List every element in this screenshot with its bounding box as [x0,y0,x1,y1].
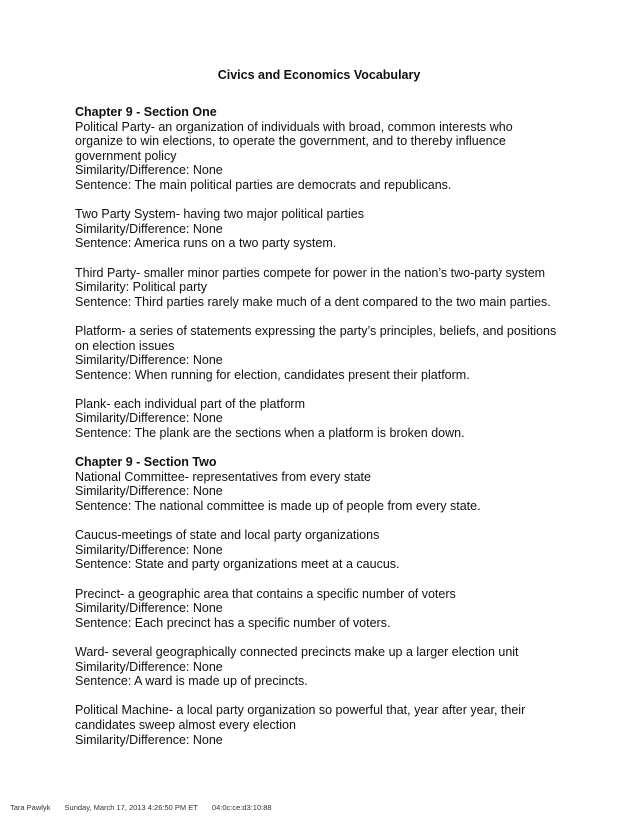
entry-line: Sentence: The main political parties are democrats and republicans. [75,177,452,192]
entry-line: Sentence: The plank are the sections when a platform is broken down. [75,426,465,441]
entry-line: Platform- a series of statements expressing the party’s principles, beliefs, and positions [75,323,557,338]
entry-line: Sentence: A ward is made up of precincts. [75,674,308,689]
entry-line: Similarity: Political party [75,280,207,295]
document-title-text: Civics and Economics Vocabulary [217,68,421,82]
section-heading: Chapter 9 - Section Two [75,455,217,470]
entry-line: candidates sweep almost every election [75,717,296,732]
vocabulary-entry [75,455,575,513]
entry-line: Sentence: America runs on a two party system. [75,236,337,251]
entry-line: Two Party System- having two major political parties [75,207,364,222]
vocabulary-entry [75,207,575,251]
vocabulary-entry [75,324,575,382]
vocabulary-entry [75,587,575,631]
entry-line: Similarity/Difference: None [75,163,223,178]
entry-line: Political Machine- a local party organization so powerful that, year after year, their [75,703,526,718]
entry-line: Similarity/Difference: None [75,732,223,747]
entry-line: Similarity/Difference: None [75,221,223,236]
entry-line: Sentence: State and party organizations meet at a caucus. [75,557,400,572]
vocabulary-entry [75,266,575,310]
entry-line: Similarity/Difference: None [75,601,223,616]
vocabulary-entry [75,397,575,441]
entry-line: Caucus-meetings of state and local party organizations [75,528,380,543]
entry-line: Precinct- a geographic area that contains a specific number of voters [75,586,456,601]
document-body [75,105,575,762]
entry-line: Similarity/Difference: None [75,659,223,674]
entry-line: on election issues [75,338,175,353]
footer-code: 04:0c:ce:d3:10:88 [211,803,272,812]
page-footer [10,803,284,812]
entry-line: Sentence: When running for election, candidates present their platform. [75,367,470,382]
entry-line: Similarity/Difference: None [75,353,223,368]
document-section [75,105,575,441]
entry-line: Similarity/Difference: None [75,542,223,557]
entry-line: National Committee- representatives from every state [75,469,371,484]
entry-line: Sentence: Each precinct has a specific number of voters. [75,615,391,630]
vocabulary-entry [75,105,575,193]
footer-author: Tara Pawlyk [10,803,51,812]
entry-line: Ward- several geographically connected precincts make up a larger election unit [75,644,519,659]
section-heading: Chapter 9 - Section One [75,105,217,119]
entry-line: Political Party- an organization of individuals with broad, common interests who [75,119,513,134]
entry-line: organize to win elections, to operate the government, and to thereby influence [75,134,506,149]
document-title [0,68,638,83]
vocabulary-entry [75,528,575,572]
entry-line: Sentence: Third parties rarely make much of a dent compared to the two main parties. [75,294,551,309]
vocabulary-entry [75,703,575,747]
entry-line: Sentence: The national committee is made up of people from every state. [75,499,481,514]
entry-line: Similarity/Difference: None [75,484,223,499]
entry-line: Plank- each individual part of the platform [75,396,305,411]
vocabulary-entry [75,645,575,689]
document-section [75,455,575,747]
entry-line: Similarity/Difference: None [75,411,223,426]
entry-line: government policy [75,148,177,163]
entry-line: Third Party- smaller minor parties compete for power in the nation’s two-party system [75,265,546,280]
footer-timestamp: Sunday, March 17, 2013 4:26:50 PM ET [64,803,198,812]
